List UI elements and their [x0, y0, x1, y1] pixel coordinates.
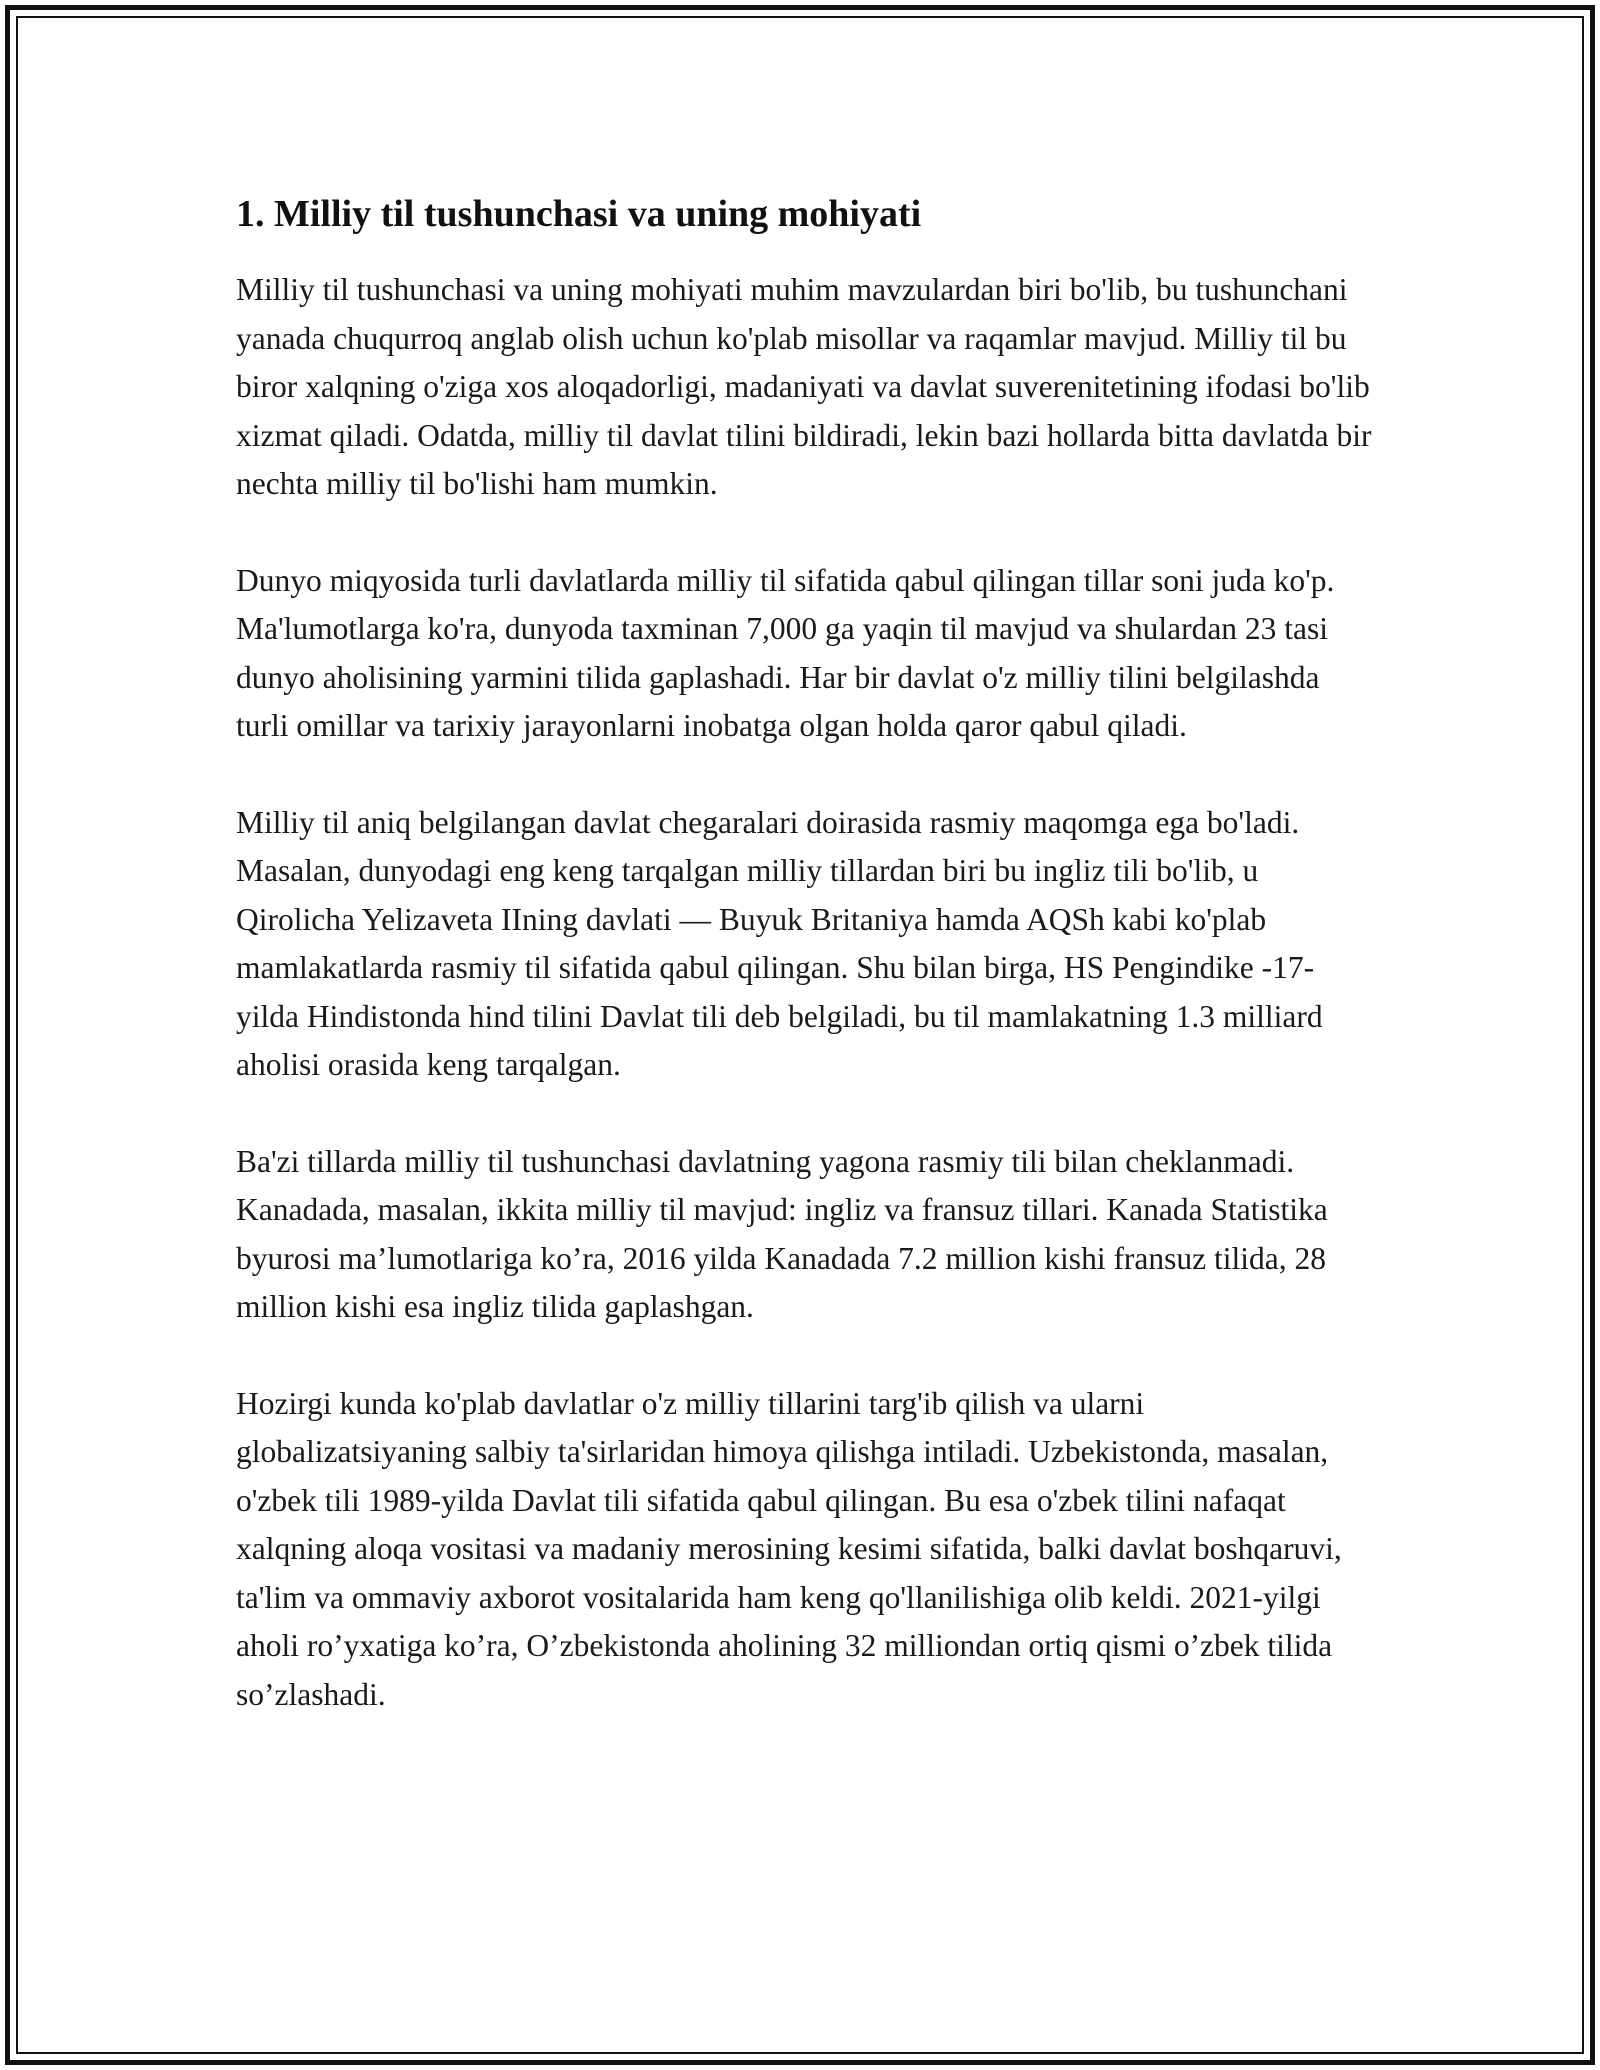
- section-title: 1. Milliy til tushunchasi va uning mohiyati: [236, 193, 922, 235]
- paragraph-5: Hozirgi kunda ko'plab davlatlar o'z milliy tillarini targ'ib qilish va ularni globalizatsiyaning salbiy ta'sirlaridan himoya qilishga intiladi. Uzbekistonda, masalan, o'zbek tili 1989-yilda Davlat tili sifatida qabul qilingan. Bu esa o'zbek tilini nafaqat xalqning aloqa vositasi va madaniy merosining kesimi sifatida, balki davlat boshqaruvi, ta'lim va ommaviy axborot vositalarida ham keng qo'llanilishiga olib keldi. 2021-yilgi aholi ro’yxatiga ko’ra, O’zbekistonda aholining 32 milliondan ortiq qismi o’zbek tilida so’zlashadi.: [236, 1385, 1342, 1712]
- paragraph-1: Milliy til tushunchasi va uning mohiyati muhim mavzulardan biri bo'lib, bu tushunchani yanada chuqurroq anglab olish uchun ko'plab misollar va raqamlar mavjud. Milliy til bu biror xalqning o'ziga xos aloqadorligi, madaniyati va davlat suverenitetining ifodasi bo'lib xizmat qiladi. Odatda, milliy til davlat tilini bildiradi, lekin bazi hollarda bitta davlatda bir nechta milliy til bo'lishi ham mumkin.: [236, 272, 1372, 501]
- paragraph-4: Ba'zi tillarda milliy til tushunchasi davlatning yagona rasmiy tili bilan cheklanmadi. Kanadada, masalan, ikkita milliy til mavjud: ingliz va fransuz tillari. Kanada Statistika byurosi ma’lumotlariga ko’ra, 2016 yilda Kanadada 7.2 million kishi fransuz tilida, 28 million kishi esa ingliz tilida gaplashgan.: [236, 1143, 1328, 1324]
- paragraph-2: Dunyo miqyosida turli davlatlarda milliy til sifatida qabul qilingan tillar soni juda ko'p. Ma'lumotlarga ko'ra, dunyoda taxminan 7,000 ga yaqin til mavjud va shulardan 23 tasi dunyo aholisining yarmini tilida gaplashadi. Har bir davlat o'z milliy tilini belgilashda turli omillar va tarixiy jarayonlarni inobatga olgan holda qaror qabul qiladi.: [236, 562, 1335, 743]
- document-body: [236, 188, 1376, 1767]
- paragraph-3: Milliy til aniq belgilangan davlat chegaralari doirasida rasmiy maqomga ega bo'ladi. Masalan, dunyodagi eng keng tarqalgan milliy tillardan biri bu ingliz tili bo'lib, u Qirolicha Yelizaveta IIning davlati — Buyuk Britaniya hamda AQSh kabi ko'plab mamlakatlarda rasmiy til sifatida qabul qilingan. Shu bilan birga, HS Pengindike -17-yilda Hindistonda hind tilini Davlat tili deb belgiladi, bu til mamlakatning 1.3 milliard aholisi orasida keng tarqalgan.: [236, 804, 1323, 1082]
